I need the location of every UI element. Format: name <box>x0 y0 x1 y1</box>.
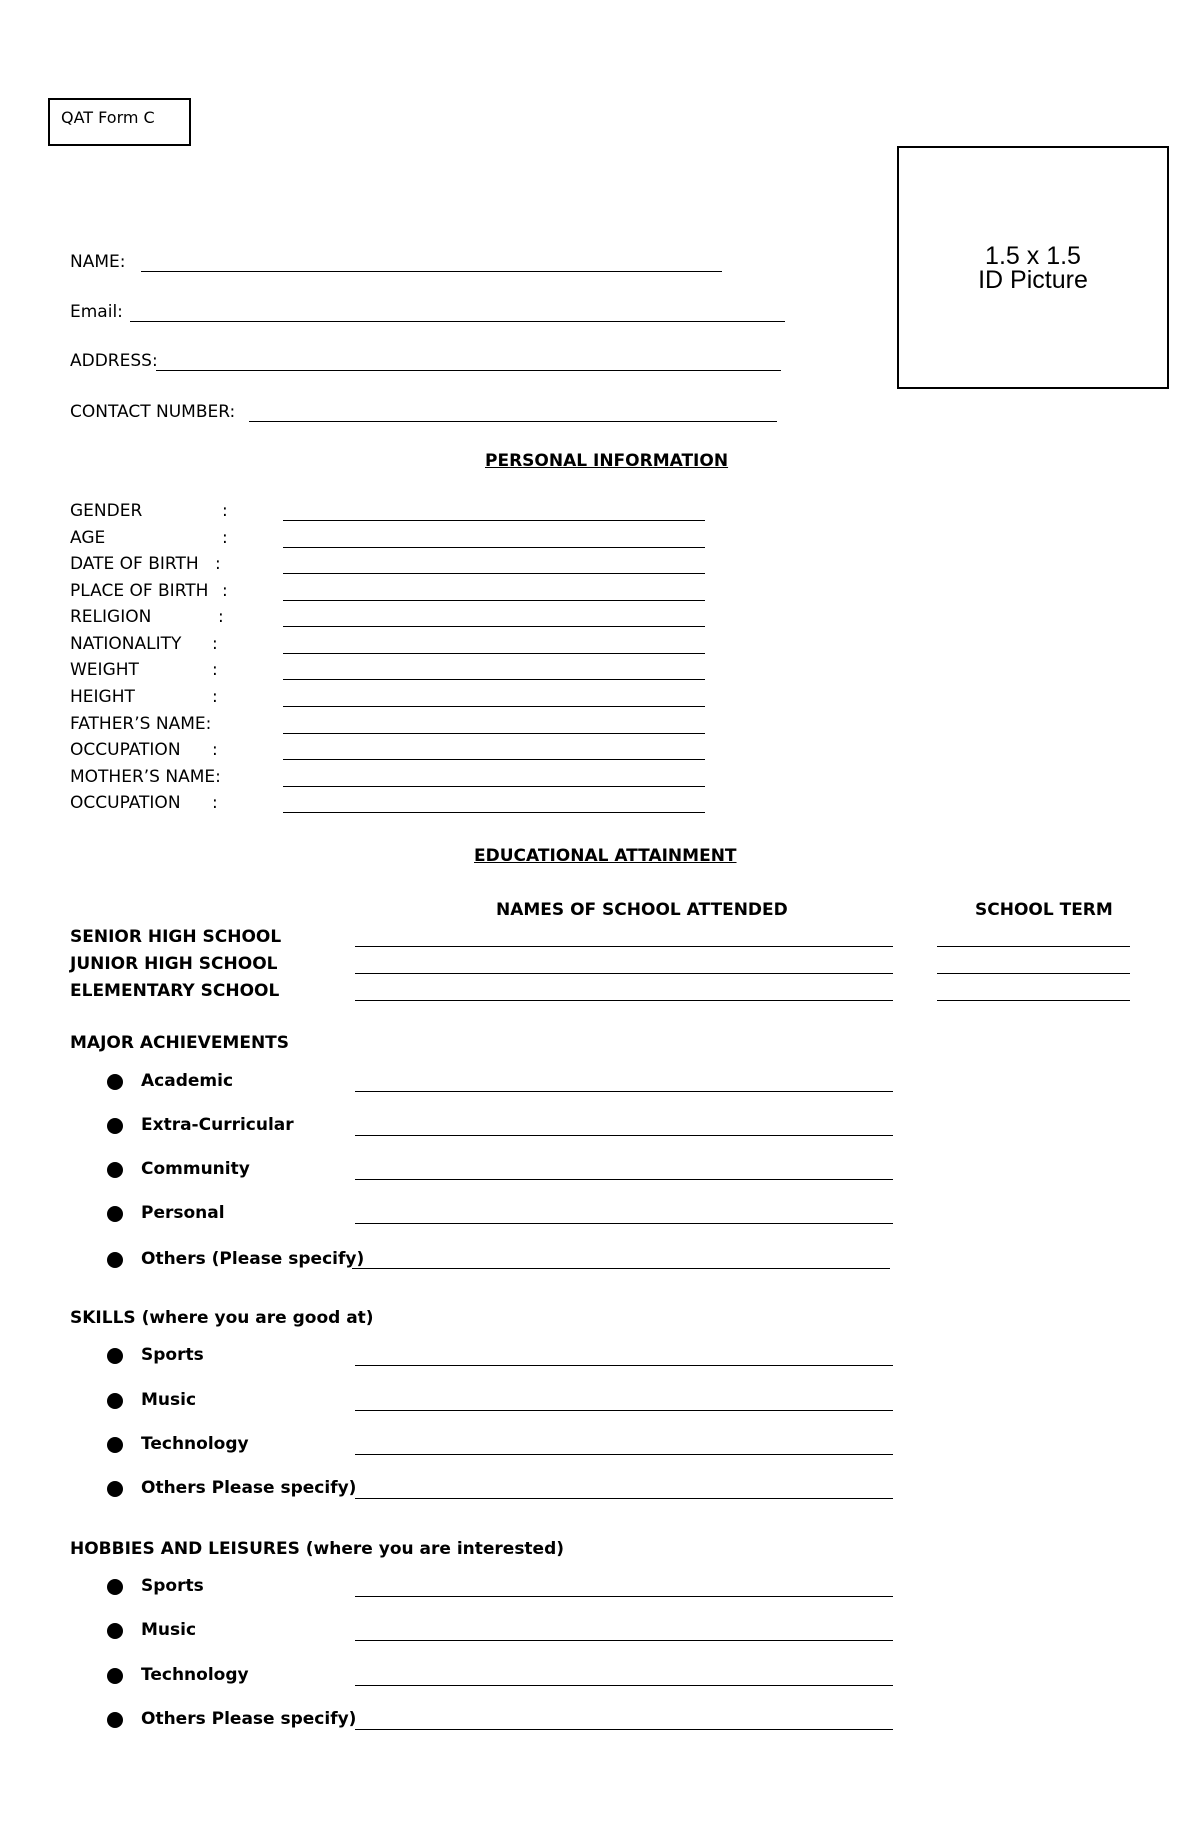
height-label: HEIGHT <box>70 687 135 707</box>
mother-occupation-field[interactable] <box>283 812 705 813</box>
skill-others-label: Others Please specify) <box>141 1478 357 1498</box>
skill-others-field[interactable] <box>355 1498 893 1499</box>
skills-title: SKILLS (where you are good at) <box>70 1308 374 1328</box>
elementary-label: ELEMENTARY SCHOOL <box>70 981 280 1001</box>
email-label: Email: <box>70 302 123 322</box>
hobby-technology-field[interactable] <box>355 1685 893 1686</box>
bullet-icon <box>107 1074 123 1090</box>
id-picture-box <box>897 146 1169 389</box>
religion-colon: : <box>218 607 224 627</box>
place-of-birth-label: PLACE OF BIRTH <box>70 581 209 601</box>
achievement-academic-field[interactable] <box>355 1091 893 1092</box>
skill-technology-field[interactable] <box>355 1454 893 1455</box>
junior-high-school-field[interactable] <box>355 973 893 974</box>
father-occupation-field[interactable] <box>283 759 705 760</box>
achievement-others-label: Others (Please specify) <box>141 1249 365 1269</box>
hobby-others-field[interactable] <box>355 1729 893 1730</box>
school-names-column-header: NAMES OF SCHOOL ATTENDED <box>496 900 788 920</box>
id-picture-label: ID Picture <box>978 266 1088 294</box>
date-of-birth-colon: : <box>215 554 221 574</box>
achievement-personal-field[interactable] <box>355 1223 893 1224</box>
hobby-technology-label: Technology <box>141 1665 249 1685</box>
senior-high-label: SENIOR HIGH SCHOOL <box>70 927 282 947</box>
hobbies-title: HOBBIES AND LEISURES (where you are interested) <box>70 1539 565 1559</box>
mother-occupation-label: OCCUPATION <box>70 793 181 813</box>
contact-number-label: CONTACT NUMBER: <box>70 402 236 422</box>
form-code-box <box>48 98 191 146</box>
bullet-icon <box>107 1579 123 1595</box>
height-field[interactable] <box>283 706 705 707</box>
elementary-school-field[interactable] <box>355 1000 893 1001</box>
bullet-icon <box>107 1162 123 1178</box>
bullet-icon <box>107 1118 123 1134</box>
weight-colon: : <box>212 660 218 680</box>
skill-music-field[interactable] <box>355 1410 893 1411</box>
form-code: QAT Form C <box>61 108 155 127</box>
height-colon: : <box>212 687 218 707</box>
fathers-name-field[interactable] <box>283 733 705 734</box>
hobby-music-label: Music <box>141 1620 197 1640</box>
skill-sports-field[interactable] <box>355 1365 893 1366</box>
place-of-birth-field[interactable] <box>283 600 705 601</box>
personal-information-title: PERSONAL INFORMATION <box>485 451 729 471</box>
achievement-academic-label: Academic <box>141 1071 234 1091</box>
junior-high-label: JUNIOR HIGH SCHOOL <box>70 954 278 974</box>
mothers-name-field[interactable] <box>283 786 705 787</box>
religion-field[interactable] <box>283 626 705 627</box>
email-field[interactable] <box>130 321 785 322</box>
date-of-birth-label: DATE OF BIRTH <box>70 554 199 574</box>
date-of-birth-field[interactable] <box>283 573 705 574</box>
hobby-others-label: Others Please specify) <box>141 1709 357 1729</box>
skill-technology-label: Technology <box>141 1434 249 1454</box>
skill-sports-label: Sports <box>141 1345 204 1365</box>
elementary-term-field[interactable] <box>937 1000 1130 1001</box>
id-picture-size: 1.5 x 1.5 <box>985 242 1081 270</box>
bullet-icon <box>107 1393 123 1409</box>
achievement-others-field[interactable] <box>352 1268 890 1269</box>
bullet-icon <box>107 1437 123 1453</box>
mother-occupation-colon: : <box>212 793 218 813</box>
nationality-field[interactable] <box>283 653 705 654</box>
junior-high-term-field[interactable] <box>937 973 1130 974</box>
hobby-sports-label: Sports <box>141 1576 204 1596</box>
name-field[interactable] <box>141 271 722 272</box>
achievement-personal-label: Personal <box>141 1203 225 1223</box>
achievement-community-label: Community <box>141 1159 250 1179</box>
nationality-label: NATIONALITY <box>70 634 182 654</box>
hobby-sports-field[interactable] <box>355 1596 893 1597</box>
hobby-music-field[interactable] <box>355 1640 893 1641</box>
contact-number-field[interactable] <box>249 421 777 422</box>
nationality-colon: : <box>212 634 218 654</box>
gender-field[interactable] <box>283 520 705 521</box>
religion-label: RELIGION <box>70 607 152 627</box>
weight-label: WEIGHT <box>70 660 139 680</box>
fathers-name-label: FATHER’S NAME: <box>70 714 212 734</box>
senior-high-term-field[interactable] <box>937 946 1130 947</box>
bullet-icon <box>107 1206 123 1222</box>
bullet-icon <box>107 1712 123 1728</box>
age-colon: : <box>222 528 228 548</box>
bullet-icon <box>107 1348 123 1364</box>
place-of-birth-colon: : <box>222 581 228 601</box>
major-achievements-title: MAJOR ACHIEVEMENTS <box>70 1033 290 1053</box>
age-label: AGE <box>70 528 106 548</box>
bullet-icon <box>107 1668 123 1684</box>
skill-music-label: Music <box>141 1390 197 1410</box>
achievement-community-field[interactable] <box>355 1179 893 1180</box>
bullet-icon <box>107 1252 123 1268</box>
address-field[interactable] <box>156 370 781 371</box>
achievement-extra-curricular-label: Extra-Curricular <box>141 1115 294 1135</box>
educational-attainment-title: EDUCATIONAL ATTAINMENT <box>474 846 737 866</box>
gender-label: GENDER <box>70 501 143 521</box>
gender-colon: : <box>222 501 228 521</box>
age-field[interactable] <box>283 547 705 548</box>
father-occupation-colon: : <box>212 740 218 760</box>
senior-high-school-field[interactable] <box>355 946 893 947</box>
mothers-name-label: MOTHER’S NAME: <box>70 767 221 787</box>
weight-field[interactable] <box>283 679 705 680</box>
bullet-icon <box>107 1481 123 1497</box>
bullet-icon <box>107 1623 123 1639</box>
address-label: ADDRESS: <box>70 351 158 371</box>
achievement-extra-curricular-field[interactable] <box>355 1135 893 1136</box>
name-label: NAME: <box>70 252 126 272</box>
school-term-column-header: SCHOOL TERM <box>975 900 1113 920</box>
father-occupation-label: OCCUPATION <box>70 740 181 760</box>
